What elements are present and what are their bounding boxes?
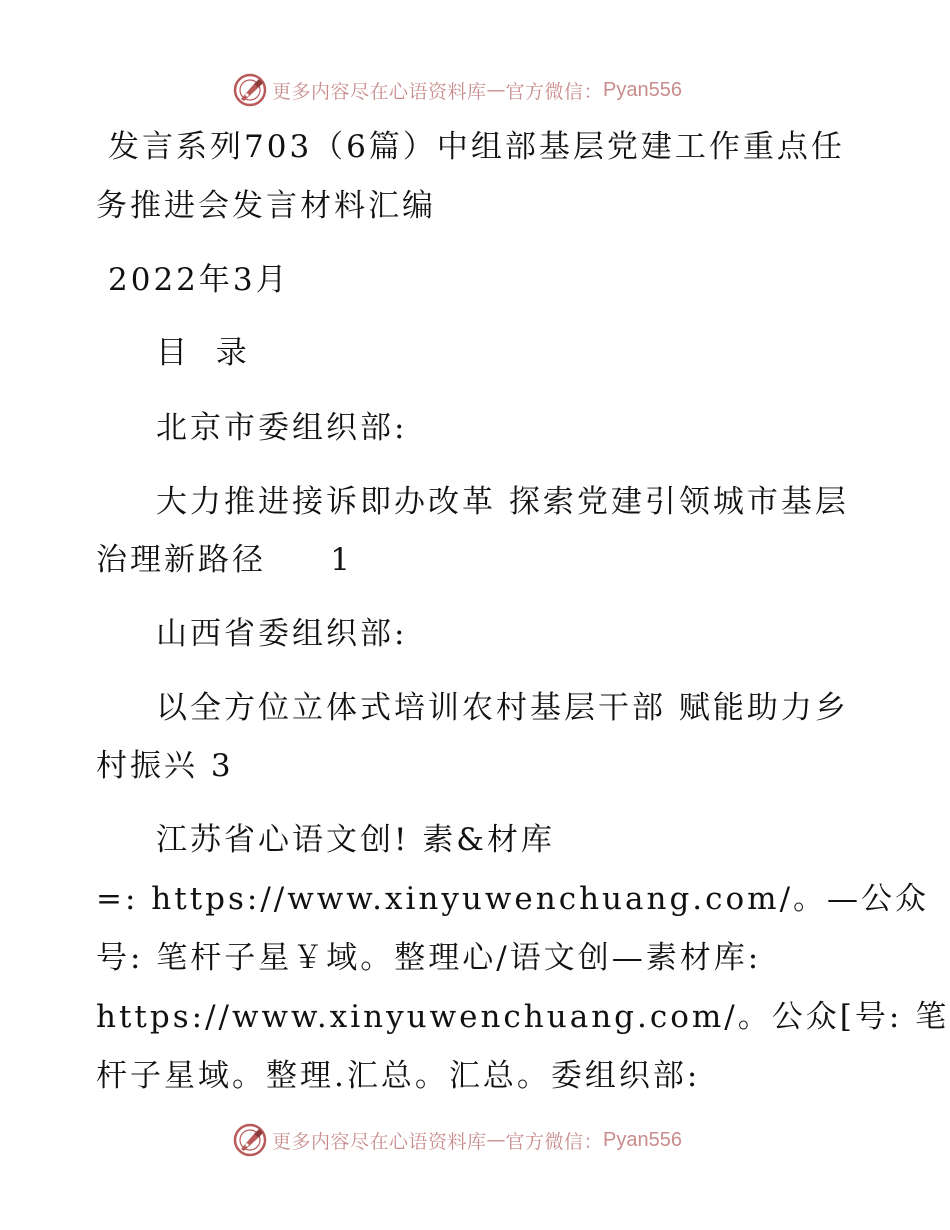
watermark-footer [232,1120,682,1160]
toc-entry: =: https://www.xinyuwenchuang.com/。—公众 [96,881,930,917]
watermark-contact-label: 官方微信： [505,80,604,103]
watermark-contact-id: Pyan556 [603,1128,682,1151]
toc-entry: 号: 笔杆子星￥域。整理心/语文创—素材库: [96,940,762,976]
fountain-pen-seal-icon [232,1122,268,1158]
title-line-1: 发言系列703（6篇）中组部基层党建工作重点任 [108,129,845,165]
toc-entry: 以全方位立体式培训农村基层干部 赋能助力乡 [156,690,849,726]
watermark-text: 更多内容尽在心语资料库 [272,1130,487,1153]
document-date: 2022年3月 [108,262,290,298]
toc-entry: https://www.xinyuwenchuang.com/。公众[号: 笔 [96,999,950,1035]
watermark-separator: — [486,79,506,101]
toc-heading: 目 录 [156,335,250,371]
toc-entry: 大力推进接诉即办改革 探索党建引领城市基层 [156,484,849,520]
toc-entry: 江苏省心语文创! 素&材库 [156,822,555,858]
toc-entry: 治理新路径 1 [96,542,353,578]
toc-entry: 杆子星域。整理.汇总。汇总。委组织部: [96,1058,701,1094]
watermark-separator: — [486,1129,506,1151]
watermark-text: 更多内容尽在心语资料库 [272,80,487,103]
watermark-contact-label: 官方微信： [505,1130,604,1153]
toc-entry: 山西省委组织部: [156,616,408,652]
fountain-pen-seal-icon [232,72,268,108]
watermark-header [232,70,682,110]
title-line-2: 务推进会发言材料汇编 [96,188,436,224]
watermark-contact-id: Pyan556 [603,78,682,101]
toc-entry: 村振兴 3 [96,748,234,784]
toc-entry: 北京市委组织部: [156,410,408,446]
